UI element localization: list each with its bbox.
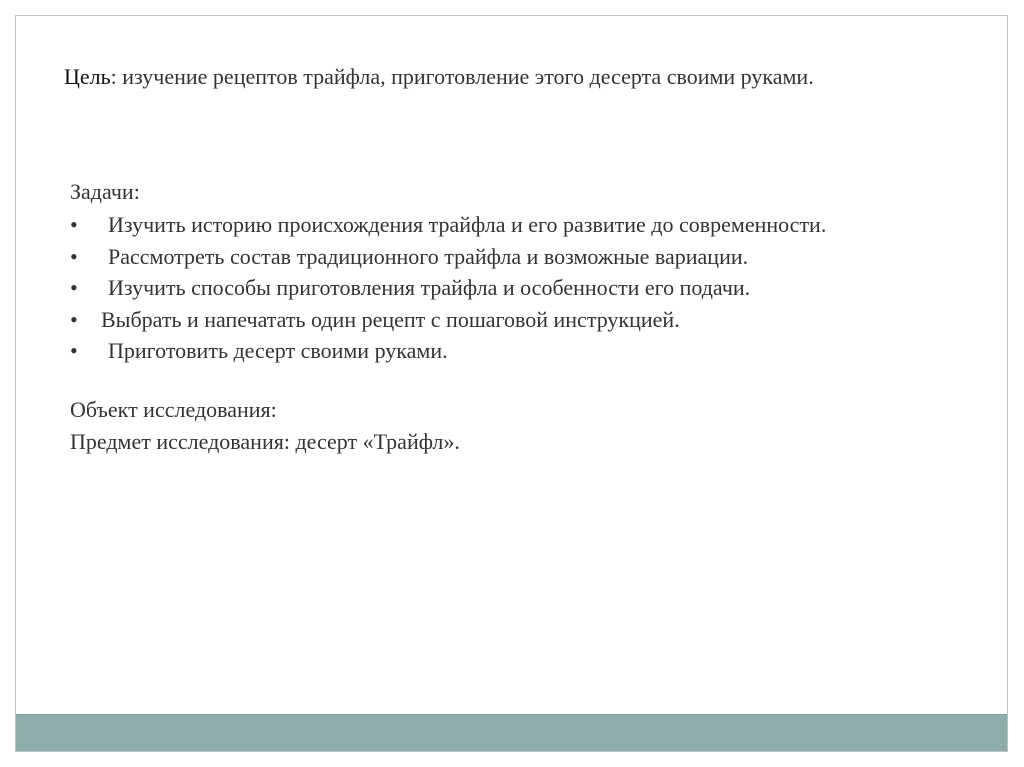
bullet-icon: • xyxy=(70,306,78,332)
task-text: Выбрать и напечатать один рецепт с пошаговой инструкцией. xyxy=(101,306,680,332)
slide xyxy=(15,15,1008,752)
bullet-icon: • xyxy=(70,212,78,237)
bullet-icon: • xyxy=(70,243,78,269)
goal-label: Цель xyxy=(64,64,111,89)
task-item xyxy=(70,272,826,304)
bottom-band xyxy=(16,714,1007,751)
tasks-section xyxy=(70,176,826,367)
research-object: Объект исследования: xyxy=(70,397,277,422)
goal-text: : изучение рецептов трайфла, приготовление этого десерта своими руками. xyxy=(110,64,814,89)
tasks-heading: Задачи: xyxy=(70,179,140,204)
task-item xyxy=(70,304,826,336)
task-text: Изучить историю происхождения трайфла и его развитие до современности. xyxy=(108,212,827,237)
task-item xyxy=(70,209,826,241)
task-text: Рассмотреть состав традиционного трайфла и возможные вариации. xyxy=(108,243,749,269)
goal-line xyxy=(64,61,814,93)
bullet-icon: • xyxy=(70,275,78,300)
bullet-icon: • xyxy=(70,338,78,363)
task-text: Изучить способы приготовления трайфла и особенности его подачи. xyxy=(108,275,751,300)
task-item xyxy=(70,241,826,273)
research-section xyxy=(70,394,460,458)
task-item xyxy=(70,335,826,367)
research-subject: Предмет исследования: десерт «Трайфл». xyxy=(70,429,460,454)
task-text: Приготовить десерт своими руками. xyxy=(108,338,448,363)
task-list xyxy=(70,209,826,367)
